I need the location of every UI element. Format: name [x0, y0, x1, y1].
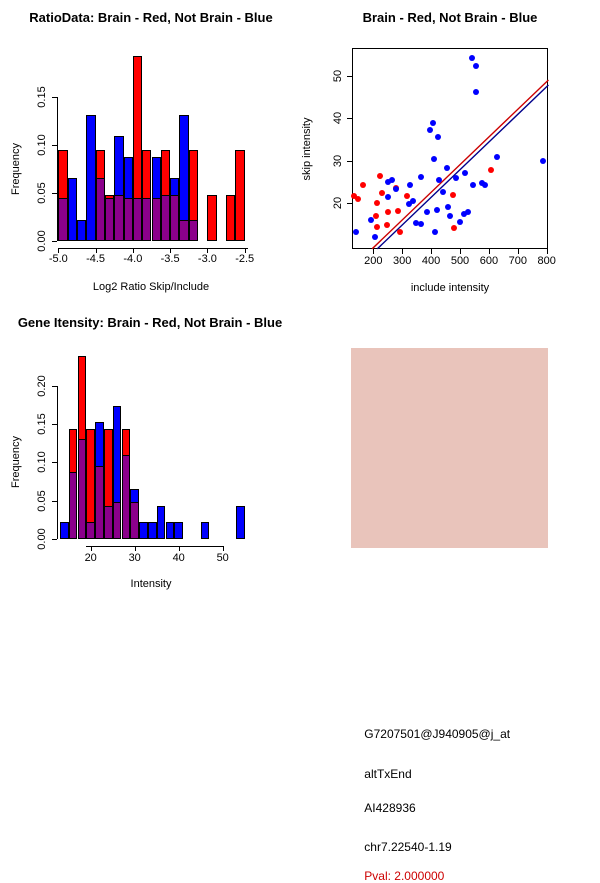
y-tick [52, 424, 57, 425]
histogram-overlap-bar [58, 198, 67, 240]
scatter-point-red [379, 190, 385, 196]
scatter-point-red [450, 192, 456, 198]
histogram-overlap-bar [86, 522, 95, 539]
histogram-overlap-bar [95, 466, 104, 539]
x-tick [135, 546, 136, 551]
y-tick-label: 40 [332, 112, 344, 125]
scatter-point-blue [473, 89, 479, 95]
histogram-bar-blue [68, 178, 77, 240]
x-tick-label: 600 [479, 255, 499, 267]
x-tick [489, 249, 490, 254]
histogram-bar-blue [174, 522, 183, 539]
histogram-overlap-bar [130, 502, 139, 539]
scatter-point-red [395, 208, 401, 214]
y-tick [52, 145, 57, 146]
scatter-point-red [397, 229, 403, 235]
x-tick-label: -5.0 [48, 253, 68, 265]
locus-text: chr7.22540-1.19 [364, 840, 452, 855]
ratio-histogram-xlabel: Log2 Ratio Skip/Include [92, 281, 210, 293]
accession-text: AI428936 [364, 801, 416, 816]
y-tick-label: 0.15 [36, 85, 48, 108]
y-tick [52, 462, 57, 463]
scatter-point-blue [418, 174, 424, 180]
gene-histogram-ylabel: Frequency [10, 436, 22, 488]
x-tick-label: -4.5 [86, 253, 106, 265]
histogram-bar-blue [60, 522, 69, 539]
x-tick [96, 248, 97, 253]
histogram-overlap-bar [170, 195, 179, 241]
x-tick-label: -2.5 [235, 253, 255, 265]
ratio-histogram-title: RatioData: Brain - Red, Not Brain - Blue [29, 10, 273, 25]
x-tick [179, 546, 180, 551]
x-tick-label: 40 [172, 552, 185, 564]
y-axis-line [57, 97, 58, 242]
y-tick-label: 20 [332, 197, 344, 210]
x-tick-label: 500 [450, 255, 470, 267]
scatter-point-blue [434, 207, 440, 213]
histogram-overlap-bar [78, 439, 87, 539]
histogram-bar-blue [236, 506, 245, 539]
histogram-bar-blue [148, 522, 157, 539]
histogram-overlap-bar [114, 195, 123, 241]
x-tick-label: 200 [364, 255, 383, 267]
y-tick-label: 0.05 [36, 489, 48, 512]
y-tick-label: 0.15 [36, 413, 48, 435]
x-tick-label: 800 [537, 255, 556, 267]
scatter-point-blue [372, 234, 378, 240]
histogram-overlap-bar [122, 455, 131, 539]
y-tick [52, 539, 57, 540]
x-tick [547, 249, 548, 254]
histogram-overlap-bar [152, 198, 161, 240]
histogram-bar-red [226, 195, 235, 241]
histogram-overlap-bar [105, 198, 114, 240]
x-tick [207, 248, 208, 253]
y-tick [52, 193, 57, 194]
x-axis-line [86, 546, 224, 547]
y-tick-label: 0.10 [36, 451, 48, 474]
histogram-overlap-bar [96, 178, 105, 240]
scatter-point-blue [470, 182, 476, 188]
histogram-bar-blue [166, 522, 175, 539]
x-tick-label: -3.0 [197, 253, 217, 265]
histogram-bar-blue [139, 522, 148, 539]
not-brain-fit-line [377, 85, 548, 249]
histogram-overlap-bar [142, 198, 151, 240]
gene-histogram-title: Gene Itensity: Brain - Red, Not Brain - Blue [17, 315, 283, 330]
histogram-bar-red [207, 195, 216, 241]
scatter-point-red [377, 173, 383, 179]
x-tick [460, 249, 461, 254]
scatter-ylabel: skip intensity [301, 117, 313, 181]
x-tick [402, 249, 403, 254]
histogram-overlap-bar [104, 506, 113, 539]
x-tick-label: -3.5 [160, 253, 180, 265]
y-tick-label: 0.05 [36, 181, 48, 204]
regression-lines-layer [352, 48, 549, 249]
splice-type-text: altTxEnd [364, 767, 412, 782]
x-tick [91, 546, 92, 551]
histogram-overlap-bar [124, 198, 133, 240]
y-tick [52, 241, 57, 242]
scatter-point-blue [462, 170, 468, 176]
histogram-bar-blue [86, 115, 95, 241]
y-tick [52, 386, 57, 387]
x-tick [58, 248, 59, 253]
scatter-point-blue [436, 177, 442, 183]
y-tick-label: 0.00 [36, 528, 48, 550]
pval-text: Pval: 2.000000 [364, 869, 445, 883]
scatter-point-blue [407, 182, 413, 188]
x-tick [170, 248, 171, 253]
histogram-bar-red [235, 150, 244, 241]
histogram-overlap-bar [113, 502, 122, 539]
histogram-overlap-bar [69, 472, 78, 539]
scatter-point-blue [385, 194, 391, 200]
scatter-point-blue [469, 55, 475, 61]
y-tick [52, 501, 57, 502]
y-tick-label: 0.20 [36, 374, 48, 397]
histogram-overlap-bar [133, 198, 142, 240]
x-tick [431, 249, 432, 254]
y-tick-label: 0.00 [36, 229, 48, 252]
scatter-point-blue [353, 229, 359, 235]
x-tick-label: 50 [216, 552, 229, 564]
x-tick [245, 248, 246, 253]
gene-info-panel [351, 348, 549, 883]
scatter-point-blue [473, 63, 479, 69]
x-tick-label: -4.0 [123, 253, 143, 265]
x-axis-line [58, 248, 249, 249]
y-tick-label: 50 [332, 69, 344, 83]
y-tick-label: 30 [332, 154, 344, 167]
x-tick [373, 249, 374, 254]
x-tick [518, 249, 519, 254]
scatter-point-blue [410, 198, 416, 204]
x-tick-label: 300 [393, 255, 412, 267]
histogram-overlap-bar [189, 220, 198, 241]
x-tick [133, 248, 134, 253]
x-tick-label: 20 [84, 552, 97, 564]
x-tick-label: 30 [128, 552, 141, 564]
scatter-point-blue [368, 217, 374, 223]
scatter-point-blue [432, 229, 438, 235]
histogram-overlap-bar [161, 195, 170, 241]
x-tick-label: 700 [508, 255, 527, 267]
scatter-point-blue [418, 221, 424, 227]
scatter-xlabel: include intensity [410, 282, 490, 294]
ratio-histogram-ylabel: Frequency [10, 143, 22, 195]
y-tick [52, 97, 57, 98]
y-axis-line [57, 386, 58, 540]
gene-histogram-xlabel: Intensity [130, 578, 172, 590]
scatter-point-blue [435, 134, 441, 140]
scatter-point-red [374, 224, 380, 230]
histogram-bar-blue [77, 220, 86, 241]
histogram-bar-blue [157, 506, 166, 539]
x-tick-label: 400 [421, 255, 441, 267]
y-tick-label: 0.10 [36, 133, 48, 156]
scatter-point-blue [540, 158, 546, 164]
probe-id-text: G7207501@J940905@j_at [364, 727, 511, 742]
x-tick [223, 546, 224, 551]
histogram-overlap-bar [179, 220, 188, 241]
histogram-bar-blue [201, 522, 210, 539]
scatter-title: Brain - Red, Not Brain - Blue [362, 10, 538, 25]
